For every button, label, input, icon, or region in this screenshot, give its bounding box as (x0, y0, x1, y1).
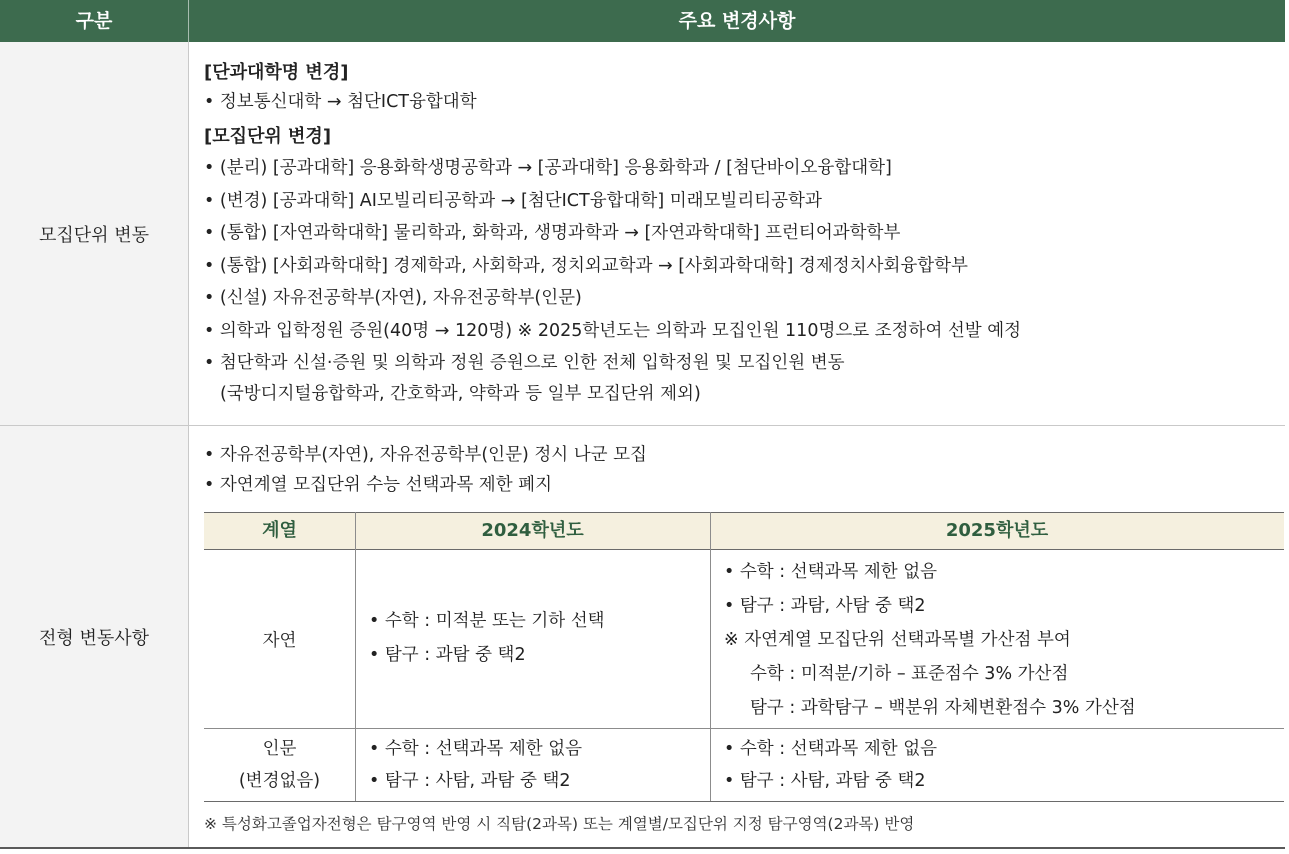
inner-table-bottom (204, 801, 1284, 802)
cell-humanities-2024 (369, 733, 709, 797)
unit-change-bullet: • (분리) [공과대학] 응용화학생명공학과 → [공과대학] 응용화학과 / [첨단바이오융합대학] (204, 158, 892, 178)
bonus-note-line: ※ 자연계열 모집단위 선택과목별 가산점 부여 (724, 630, 1071, 650)
category-name: 인문 (262, 739, 297, 759)
unit-change-content (204, 58, 1279, 408)
requirement-line: • 탐구 : 사탐, 과탐 중 택2 (369, 771, 571, 791)
requirement-line: • 수학 : 선택과목 제한 없음 (369, 739, 583, 759)
subject-requirement-table (204, 512, 1284, 802)
column-divider (188, 42, 189, 847)
unit-change-bullet: • (통합) [사회과학대학] 경제학과, 사회학과, 정치외교학과 → [사회과학대학] 경제정치사회융합학부 (204, 255, 968, 276)
inner-row-divider (204, 728, 1284, 729)
row-label-unit-change: 모집단위 변동 (0, 42, 188, 425)
unit-change-heading: [모집단위 변경] (204, 126, 332, 147)
row-divider (0, 425, 1285, 426)
admission-change-content (204, 440, 1279, 500)
cell-natural-2025 (724, 555, 1279, 725)
header-category: 구분 (75, 10, 113, 32)
unit-change-bullet-continuation: (국방디지털융합학과, 간호학과, 약학과 등 일부 모집단위 제외) (220, 383, 701, 404)
inner-col-divider (710, 512, 711, 802)
bonus-detail-line: 탐구 : 과학탐구 – 백분위 자체변환점수 3% 가산점 (750, 698, 1136, 718)
row-label-admission-change: 전형 변동사항 (0, 426, 188, 847)
category-status: (변경없음) (238, 771, 321, 791)
unit-change-bullet: • 의학과 입학정원 증원(40명 → 120명) ※ 2025학년도는 의학과 모집인원 110명으로 조정하여 선발 예정 (204, 320, 1022, 341)
inner-table-header (204, 512, 1284, 550)
cell-humanities-2025 (724, 733, 1279, 797)
requirement-line: • 수학 : 선택과목 제한 없음 (724, 562, 938, 582)
admission-change-bullet: • 자유전공학부(자연), 자유전공학부(인문) 정시 나군 모집 (204, 445, 647, 465)
college-rename-item: • 정보통신대학 → 첨단ICT융합대학 (204, 92, 477, 112)
requirement-line: • 탐구 : 과탐, 사탐 중 택2 (724, 596, 926, 616)
requirement-line: • 수학 : 선택과목 제한 없음 (724, 739, 938, 759)
college-rename-heading: [단과대학명 변경] (204, 62, 349, 83)
header-main-changes: 주요 변경사항 (678, 10, 796, 32)
table-bottom-border (0, 847, 1285, 849)
footnote: ※ 특성화고졸업자전형은 탐구영역 반영 시 직탐(2과목) 또는 계열별/모집단위 지정 탐구영역(2과목) 반영 (204, 815, 915, 833)
cell-category-natural: 자연 (262, 630, 297, 651)
requirement-line: • 수학 : 미적분 또는 기하 선택 (369, 611, 605, 631)
unit-change-bullet: • (변경) [공과대학] AI모빌리티공학과 → [첨단ICT융합대학] 미래모빌리티공학과 (204, 190, 822, 211)
cell-natural-2024 (369, 604, 709, 672)
unit-change-bullet: • 첨단학과 신설·증원 및 의학과 정원 증원으로 인한 전체 입학정원 및 모집인원 변동 (204, 353, 845, 373)
unit-change-bullet: • (통합) [자연과학대학] 물리학과, 화학과, 생명과학과 → [자연과학대학] 프런티어과학학부 (204, 223, 901, 243)
th-category: 계열 (262, 520, 297, 541)
th-2024: 2024학년도 (481, 520, 584, 541)
requirement-line: • 탐구 : 과탐 중 택2 (369, 645, 526, 665)
unit-change-bullet: • (신설) 자유전공학부(자연), 자유전공학부(인문) (204, 288, 582, 308)
inner-col-divider (355, 512, 356, 802)
bonus-detail-line: 수학 : 미적분/기하 – 표준점수 3% 가산점 (750, 664, 1069, 684)
requirement-line: • 탐구 : 사탐, 과탐 중 택2 (724, 771, 926, 791)
cell-category-humanities (204, 729, 355, 801)
th-2025: 2025학년도 (945, 520, 1049, 541)
table-header (0, 0, 1285, 42)
admission-change-bullet: • 자연계열 모집단위 수능 선택과목 제한 폐지 (204, 475, 552, 495)
